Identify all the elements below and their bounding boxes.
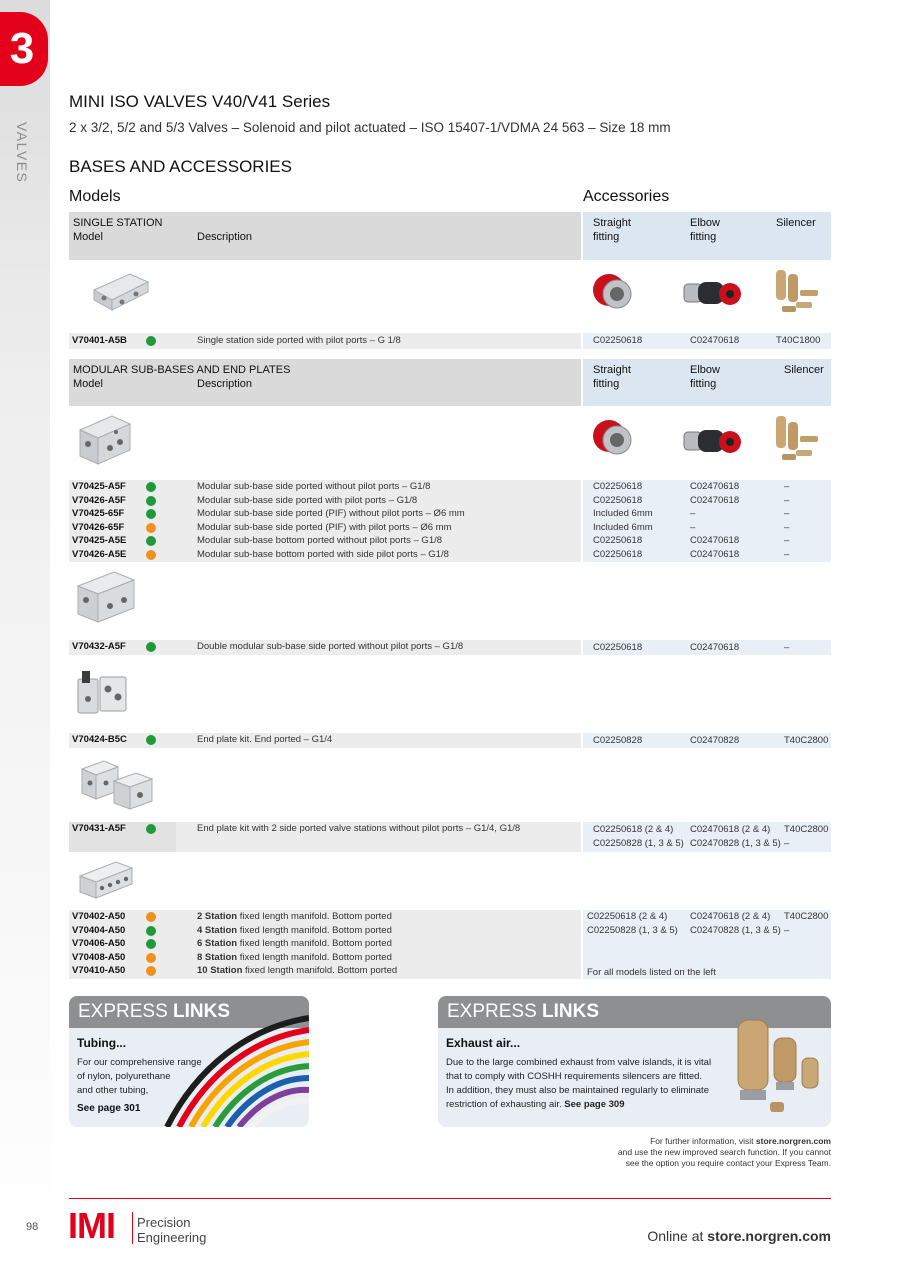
straight-fitting-code: C02250828 (1, 3 & 5) bbox=[593, 837, 684, 849]
availability-dot bbox=[146, 912, 156, 922]
express-text bbox=[446, 1056, 711, 1112]
model-description: Single station side ported with pilot ports – G 1/8 bbox=[197, 335, 401, 346]
header-description-label: Description bbox=[197, 378, 253, 390]
elbow-fitting-code: C02470828 (1, 3 & 5) bbox=[690, 924, 781, 936]
silencer-code: – bbox=[784, 481, 790, 492]
manifold-silencer-codes bbox=[784, 910, 828, 937]
express-text bbox=[77, 1056, 202, 1098]
straight-fitting-code: Included 6mm bbox=[593, 508, 653, 520]
availability-dot bbox=[146, 482, 156, 492]
express-line: In addition, they must also be maintained regularly to eliminate bbox=[446, 1085, 709, 1096]
express-word: EXPRESS bbox=[78, 1001, 168, 1022]
express-line: For our comprehensive range bbox=[77, 1057, 202, 1068]
straight-fitting-code: C02250618 (2 & 4) bbox=[593, 824, 674, 835]
straight-fitting-code: C02250618 bbox=[593, 535, 643, 547]
description-text: fixed length manifold. Bottom ported bbox=[237, 924, 392, 936]
header-silencer-label: Silencer bbox=[784, 364, 824, 376]
silencer-image bbox=[770, 410, 826, 468]
express-line: restriction of exhausting air. bbox=[446, 1099, 562, 1110]
elbow-fitting-image bbox=[680, 270, 742, 314]
model-description: Modular sub-base bottom ported without pilot ports – G1/8 bbox=[197, 535, 443, 547]
chapter-number-tab[interactable] bbox=[0, 12, 48, 86]
model-code[interactable]: V70410-A50 bbox=[72, 965, 126, 977]
modular-model-list bbox=[72, 480, 126, 562]
further-info bbox=[618, 1136, 831, 1169]
header-group-label: MODULAR SUB-BASES AND END PLATES bbox=[73, 364, 291, 376]
see-page-link[interactable]: See page 301 bbox=[77, 1103, 141, 1114]
express-heading: Exhaust air... bbox=[446, 1036, 521, 1050]
silencer-image bbox=[770, 264, 826, 320]
info-text: For further information, visit bbox=[650, 1136, 754, 1146]
model-code[interactable]: V70425-A5E bbox=[72, 535, 127, 547]
logo-sub-line: Engineering bbox=[137, 1230, 207, 1245]
manifold-elbow-codes bbox=[690, 910, 781, 937]
model-description: Double modular sub-base side ported without pilot ports – G1/8 bbox=[197, 641, 464, 652]
model-description bbox=[197, 937, 397, 951]
footer-url-link[interactable]: store.norgren.com bbox=[707, 1228, 831, 1244]
model-description bbox=[197, 924, 397, 938]
models-heading: Models bbox=[69, 188, 121, 205]
availability-dot bbox=[146, 953, 156, 963]
express-line: that to comply with COSHH requirements silencers are fitted. bbox=[446, 1071, 703, 1082]
accessory-note: For all models listed on the left bbox=[587, 967, 716, 978]
station-count: 2 Station bbox=[197, 911, 238, 922]
model-code[interactable]: V70406-A50 bbox=[72, 938, 126, 950]
express-links-exhaust[interactable] bbox=[438, 996, 831, 1127]
description-text: fixed length manifold. Bottom ported bbox=[237, 911, 392, 922]
header-fitting-label: fitting bbox=[593, 378, 620, 390]
silencer-codes bbox=[784, 823, 828, 850]
model-description bbox=[197, 964, 397, 978]
express-line: and other tubing, bbox=[77, 1085, 149, 1096]
elbow-fitting-code: C02470618 bbox=[690, 335, 740, 346]
logo-subtitle bbox=[137, 1215, 206, 1245]
fixed-manifold-image bbox=[76, 856, 136, 904]
straight-fitting-codes bbox=[593, 823, 684, 850]
silencer-code: – bbox=[784, 521, 790, 533]
availability-dot bbox=[146, 523, 156, 533]
express-heading: Tubing... bbox=[77, 1036, 127, 1050]
model-description: Modular sub-base bottom ported with side pilot ports – G1/8 bbox=[197, 548, 449, 560]
straight-fitting-image bbox=[591, 414, 641, 462]
header-fitting-label: fitting bbox=[690, 231, 717, 243]
description-text: fixed length manifold. Bottom ported bbox=[237, 938, 392, 950]
header-model-label: Model bbox=[73, 378, 103, 390]
elbow-fitting-code: C02470828 bbox=[690, 735, 740, 746]
description-text: fixed length manifold. Bottom ported bbox=[237, 951, 392, 963]
model-code: V70432-A5F bbox=[72, 641, 126, 652]
modular-silencer-list bbox=[784, 480, 789, 562]
straight-fitting-image bbox=[591, 268, 641, 316]
header-straight-label: Straight bbox=[593, 217, 631, 229]
imi-logo: IMI bbox=[68, 1205, 115, 1246]
silencer-code: – bbox=[784, 508, 790, 520]
availability-dot bbox=[146, 966, 156, 976]
manifold-model-list bbox=[72, 910, 125, 978]
model-code[interactable]: V70426-A5F bbox=[72, 494, 126, 506]
model-description: Modular sub-base side ported with pilot ports – G1/8 bbox=[197, 494, 418, 506]
info-text: and use the new improved search function. If you cannot bbox=[617, 1147, 831, 1157]
elbow-fitting-code: C02470618 bbox=[690, 535, 740, 547]
straight-fitting-code: C02250618 bbox=[593, 481, 643, 492]
silencer-code: – bbox=[784, 494, 790, 506]
silencer-code: – bbox=[784, 535, 790, 547]
elbow-fitting-code: – bbox=[690, 508, 696, 520]
silencer-code: – bbox=[784, 837, 790, 849]
end-plate-kit-2-station-image bbox=[78, 755, 156, 811]
model-description: Modular sub-base side ported (PIF) without pilot ports – Ø6 mm bbox=[197, 508, 465, 520]
availability-dot bbox=[146, 536, 156, 546]
straight-fitting-code: C02250828 bbox=[593, 735, 643, 746]
model-code: V70401-A5B bbox=[72, 335, 127, 346]
model-code[interactable]: V70426-A5E bbox=[72, 548, 127, 560]
header-model-label: Model bbox=[73, 231, 103, 243]
elbow-fitting-code: C02470618 (2 & 4) bbox=[690, 911, 771, 922]
availability-dot bbox=[146, 824, 156, 834]
chapter-sidebar bbox=[0, 0, 50, 1272]
silencer-code: – bbox=[784, 548, 790, 560]
model-code[interactable]: V70425-A5F bbox=[72, 481, 126, 492]
straight-fitting-code: C02250618 (2 & 4) bbox=[587, 911, 668, 922]
double-modular-sub-base-image bbox=[74, 566, 138, 628]
availability-dot bbox=[146, 642, 156, 652]
silencer-code: T40C2800 bbox=[784, 911, 829, 922]
modular-description-list bbox=[197, 480, 465, 562]
model-description bbox=[197, 910, 397, 924]
header-fitting-label: fitting bbox=[593, 231, 620, 243]
availability-dot bbox=[146, 336, 156, 346]
header-silencer-label: Silencer bbox=[776, 217, 816, 229]
elbow-fitting-codes bbox=[690, 823, 781, 850]
model-description: Modular sub-base side ported (PIF) with pilot ports – Ø6 mm bbox=[197, 521, 452, 533]
silencer-code: – bbox=[784, 924, 790, 936]
silencer-code: – bbox=[784, 642, 790, 653]
express-links-tubing[interactable] bbox=[69, 996, 309, 1127]
express-line: of nylon, polyurethane bbox=[77, 1071, 171, 1082]
model-description: End plate kit. End ported – G1/4 bbox=[197, 734, 333, 745]
straight-fitting-code: C02250828 (1, 3 & 5) bbox=[587, 924, 678, 936]
elbow-fitting-code: C02470618 (2 & 4) bbox=[690, 824, 771, 835]
availability-dot bbox=[146, 496, 156, 506]
elbow-fitting-code: C02470618 bbox=[690, 481, 740, 492]
header-fitting-label: fitting bbox=[690, 378, 717, 390]
links-word: LINKS bbox=[173, 1001, 231, 1022]
model-code[interactable]: V70408-A50 bbox=[72, 951, 126, 963]
chapter-label: VALVES bbox=[14, 122, 30, 184]
modular-straight-list bbox=[593, 480, 653, 562]
logo-divider bbox=[132, 1212, 133, 1244]
model-description: Modular sub-base side ported without pilot ports – G1/8 bbox=[197, 481, 431, 492]
station-count: 6 Station bbox=[197, 938, 238, 950]
availability-dot bbox=[146, 509, 156, 519]
elbow-fitting-code: C02470618 bbox=[690, 494, 740, 506]
express-links-body bbox=[69, 1028, 309, 1127]
elbow-fitting-code: C02470618 bbox=[690, 642, 740, 653]
single-station-base-image bbox=[90, 266, 152, 314]
chapter-number: 3 bbox=[9, 24, 35, 73]
straight-fitting-code: C02250618 bbox=[593, 335, 643, 346]
logo-sub-line: Precision bbox=[137, 1215, 191, 1230]
elbow-fitting-image bbox=[680, 418, 742, 462]
accessories-heading: Accessories bbox=[583, 188, 670, 205]
model-code: V70431-A5F bbox=[72, 823, 126, 834]
straight-fitting-code: C02250618 bbox=[593, 642, 643, 653]
links-word: LINKS bbox=[542, 1001, 600, 1022]
manifold-description-list bbox=[197, 910, 397, 978]
manifold-straight-codes bbox=[587, 910, 678, 937]
page-subtitle: 2 x 3/2, 5/2 and 5/3 Valves – Solenoid and pilot actuated – ISO 15407-1/VDMA 24 563 – Size 18 mm bbox=[69, 120, 671, 135]
model-code[interactable]: V70425-65F bbox=[72, 508, 125, 520]
end-plate-kit-image bbox=[74, 665, 132, 723]
footer-divider bbox=[69, 1198, 831, 1199]
straight-fitting-code: Included 6mm bbox=[593, 521, 653, 533]
silencer-code: T40C2800 bbox=[784, 824, 829, 835]
modular-sub-base-image bbox=[76, 410, 134, 470]
elbow-fitting-code: C02470618 bbox=[690, 548, 740, 560]
express-links-body bbox=[438, 1028, 831, 1127]
section-title: BASES AND ACCESSORIES bbox=[69, 157, 292, 176]
model-description bbox=[197, 951, 397, 965]
model-code: V70424-B5C bbox=[72, 734, 127, 745]
model-code[interactable]: V70426-65F bbox=[72, 521, 125, 533]
model-description: End plate kit with 2 side ported valve stations without pilot ports – G1/4, G1/8 bbox=[197, 823, 521, 834]
header-group-label: SINGLE STATION bbox=[73, 217, 163, 229]
availability-dot bbox=[146, 939, 156, 949]
description-text: fixed length manifold. Bottom ported bbox=[242, 965, 398, 977]
header-elbow-label: Elbow bbox=[690, 364, 720, 376]
elbow-fitting-code: – bbox=[690, 521, 696, 533]
straight-fitting-code: C02250618 bbox=[593, 548, 643, 560]
silencer-code: T40C2800 bbox=[784, 735, 829, 746]
model-code[interactable]: V70404-A50 bbox=[72, 924, 126, 936]
online-label: Online at bbox=[647, 1228, 704, 1244]
express-word: EXPRESS bbox=[447, 1001, 537, 1022]
info-text: see the option you require contact your Express Team. bbox=[625, 1158, 831, 1168]
page-number: 98 bbox=[26, 1221, 39, 1233]
availability-dot bbox=[146, 550, 156, 560]
elbow-fitting-code: C02470828 (1, 3 & 5) bbox=[690, 837, 781, 849]
header-description-label: Description bbox=[197, 231, 253, 243]
store-link[interactable]: store.norgren.com bbox=[755, 1136, 831, 1146]
header-straight-label: Straight bbox=[593, 364, 631, 376]
availability-dot bbox=[146, 926, 156, 936]
express-line: Due to the large combined exhaust from valve islands, it is vital bbox=[446, 1057, 712, 1068]
page-title: MINI ISO VALVES V40/V41 Series bbox=[69, 92, 331, 111]
station-count: 10 Station bbox=[197, 965, 243, 977]
header-elbow-label: Elbow bbox=[690, 217, 720, 229]
footer-online bbox=[647, 1228, 831, 1244]
silencer-photo bbox=[730, 998, 830, 1126]
silencer-code: T40C1800 bbox=[776, 335, 821, 346]
modular-elbow-list bbox=[690, 480, 739, 562]
station-count: 4 Station bbox=[197, 924, 238, 936]
see-page-link[interactable]: See page 309 bbox=[564, 1099, 625, 1110]
station-count: 8 Station bbox=[197, 951, 238, 963]
model-code[interactable]: V70402-A50 bbox=[72, 911, 126, 922]
availability-dot bbox=[146, 735, 156, 745]
straight-fitting-code: C02250618 bbox=[593, 494, 643, 506]
